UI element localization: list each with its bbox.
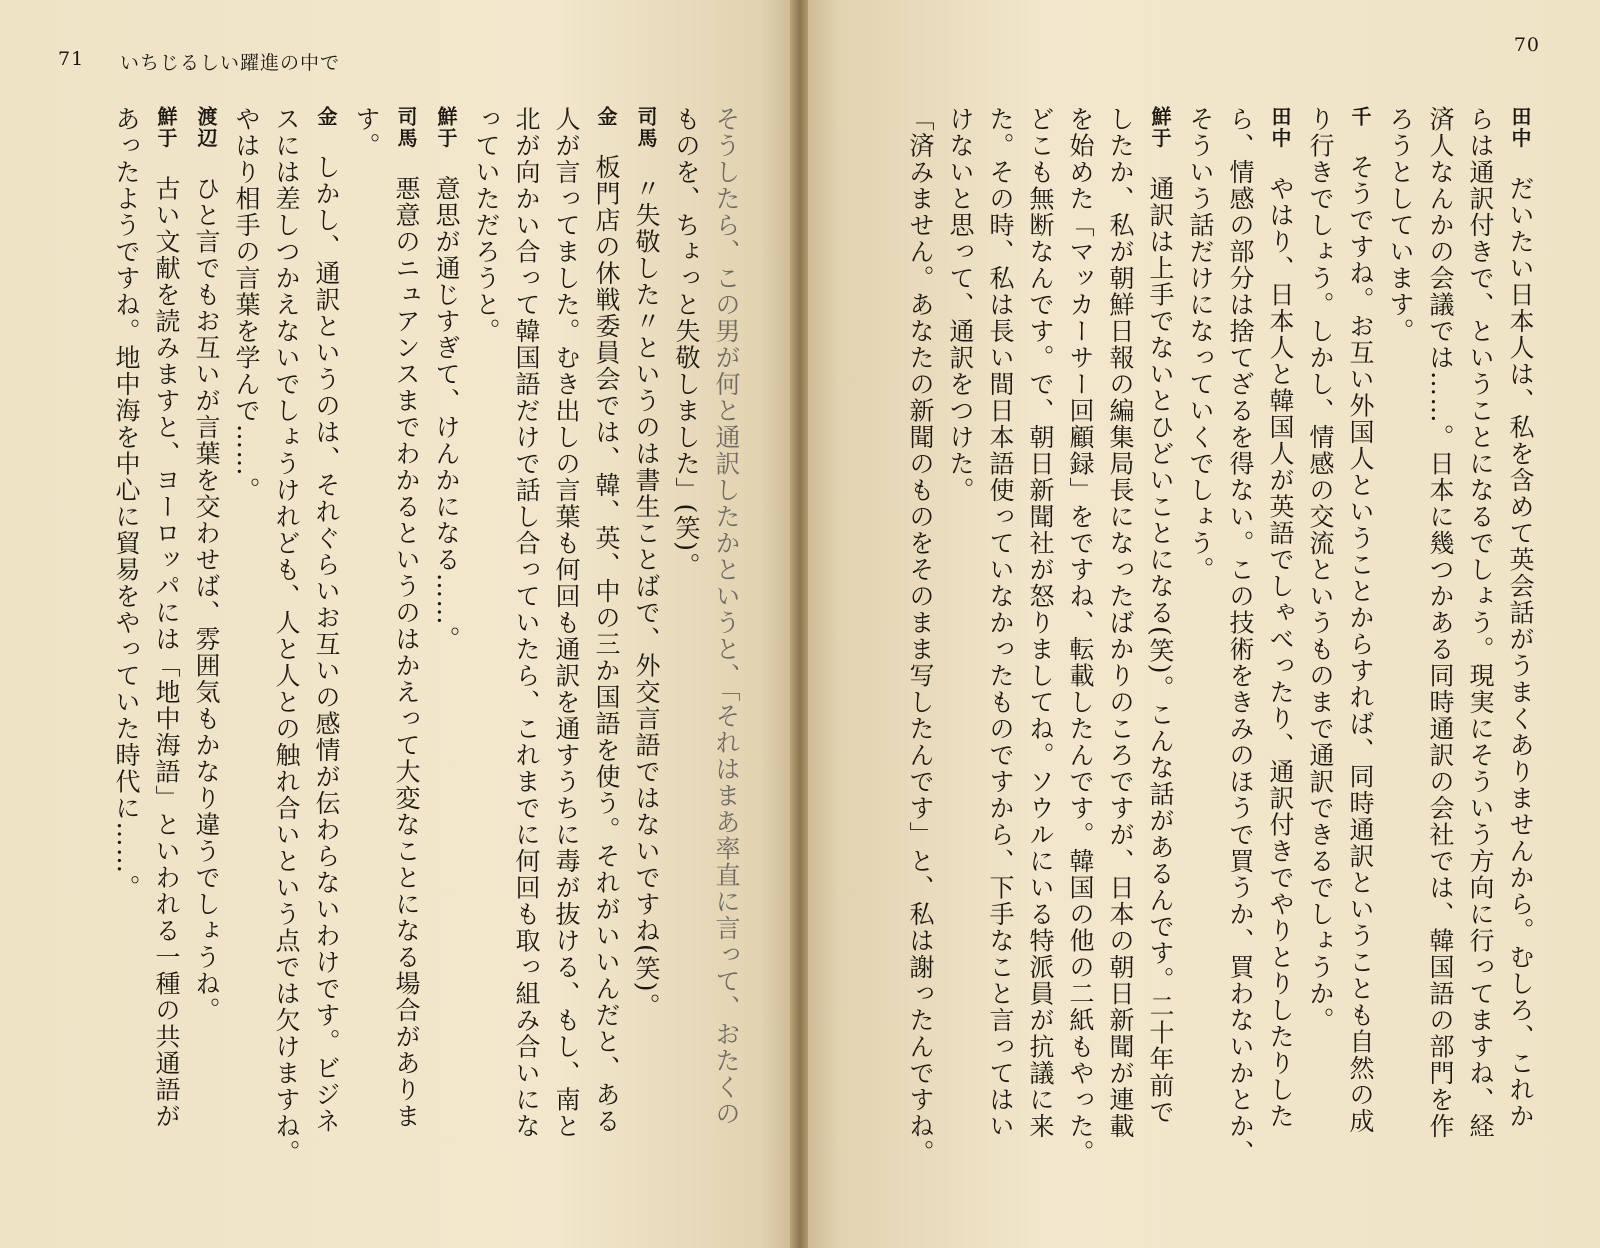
right-text-block — [800, 106, 1540, 1234]
text-line — [1500, 106, 1540, 1234]
line-text: 通訳は上手でないとひどいことになる(笑)。こんな話があるんです。二十年前で — [1146, 175, 1175, 1126]
line-text: やはり、日本人と韓国人が英語でしゃべったり、通訳付きでやりとりしたりした — [1266, 175, 1295, 1130]
line-text: らは通訳付きで、ということになるでしょう。現実にそういう方向に行ってますね、経 — [1466, 106, 1495, 1140]
text-line — [1420, 106, 1460, 1234]
line-text: 意思が通じすぎて、けんかになる……。 — [432, 175, 461, 653]
text-line — [1100, 106, 1140, 1234]
speaker-name: 田中 — [1508, 106, 1532, 149]
speaker-name: 渡辺 — [194, 106, 218, 149]
line-text: 古い文献を読みますと、ヨーロッパには「地中海語」といわれる一種の共通語が — [152, 175, 181, 1130]
speaker-name: 鮮于 — [154, 106, 178, 149]
line-text: 悪意のニュアンスまでわかるというのはかえって大変なことになる場合がありま — [392, 175, 421, 1130]
text-line — [346, 106, 386, 1234]
text-line — [1300, 106, 1340, 1234]
line-text: ひと言でもお互いが言葉を交わせば、雰囲気もかなり違うでしょうね。 — [192, 175, 221, 1024]
right-page-number: 70 — [1513, 34, 1540, 56]
text-line — [1260, 106, 1300, 1234]
speaker-name: 金 — [594, 106, 618, 128]
left-page — [0, 0, 792, 1248]
text-line — [666, 106, 706, 1234]
line-text: 人が言ってました。むき出しの言葉も何回も通訳を通すうちに毒が抜ける、もし、南と — [552, 106, 581, 1140]
text-line — [1460, 106, 1500, 1234]
speaker-name: 田中 — [1268, 106, 1292, 149]
text-line — [546, 106, 586, 1234]
line-text: スには差しつかえないでしょうけれども、人と人との触れ合いという点では欠けますね。 — [272, 106, 301, 1166]
line-text: だいたい日本人は、私を含めて英会話がうまくありませんから。むしろ、これか — [1506, 175, 1535, 1130]
line-text: 済人なんかの会議では……。日本に幾つかある同時通訳の会社では、韓国語の部門を作 — [1426, 106, 1455, 1140]
line-text: 〃失敬した〃というのは書生ことばで、外交言語ではないですね(笑)。 — [632, 175, 661, 1020]
text-line — [900, 106, 940, 1234]
line-text: た。その時、私は長い間日本語使っていなかったものですから、下手なこと言ってはい — [986, 106, 1015, 1140]
speaker-name: 金 — [314, 106, 338, 128]
speaker-name: 司馬 — [634, 106, 658, 149]
text-line — [506, 106, 546, 1234]
line-text: したか、私が朝鮮日報の編集局長になったばかりのころですが、日本の朝日新聞が連載 — [1106, 106, 1135, 1140]
text-line — [386, 106, 426, 1234]
line-text: やはり相手の言葉を学んで……。 — [232, 106, 261, 504]
text-line — [940, 106, 980, 1234]
text-line — [1140, 106, 1180, 1234]
text-line — [1380, 106, 1420, 1234]
speaker-name: 千 — [1348, 106, 1372, 128]
line-text: しかし、通訳というのは、それぐらいお互いの感情が伝わらないわけです。ビジネ — [312, 154, 341, 1135]
text-line — [266, 106, 306, 1234]
text-line — [306, 106, 346, 1234]
line-text: あったようですね。地中海を中心に貿易をやっていた時代に……。 — [112, 106, 141, 901]
line-text: ろうとしています。 — [1386, 106, 1415, 345]
line-text: 板門店の休戦委員会では、韓、英、中の三か国語を使う。それがいいんだと、ある — [592, 154, 621, 1135]
text-line — [226, 106, 266, 1234]
speaker-name: 鮮于 — [434, 106, 458, 149]
line-text: ものを、ちょっと失敬しました」(笑)。 — [672, 106, 701, 580]
line-text: そうですね。お互い外国人ということからすれば、同時通訳ということも自然の成 — [1346, 154, 1375, 1135]
text-line — [586, 106, 626, 1234]
line-text: 「済みません。あなたの新聞のものをそのまま写したんです」と、私は謝ったんですね。 — [906, 106, 935, 1166]
text-line — [146, 106, 186, 1234]
line-text: どこも無断なんです。で、朝日新聞社が怒りましてね。ソウルにいる特派員が抗議に来 — [1026, 106, 1055, 1140]
text-line — [1180, 106, 1220, 1234]
text-line — [1020, 106, 1060, 1234]
text-line — [626, 106, 666, 1234]
text-line — [1060, 106, 1100, 1234]
line-text: す。 — [352, 106, 381, 159]
line-text: を始めた「マッカーサー回顧録」をですね、転載したんです。韓国の他の二紙もやった。 — [1066, 106, 1095, 1166]
text-line — [426, 106, 466, 1234]
line-text: っていただろうと。 — [472, 106, 501, 345]
text-line — [466, 106, 506, 1234]
running-title: いちじるしい躍進の中で — [120, 52, 341, 74]
line-text: 北が向かい合って韓国語だけで話し合っていたら、これまでに何回も取っ組み合いにな — [512, 106, 541, 1140]
line-text: そういう話だけになっていくでしょう。 — [1186, 106, 1215, 583]
text-line — [1340, 106, 1380, 1234]
text-line — [106, 106, 146, 1234]
text-line — [1220, 106, 1260, 1234]
text-line — [706, 106, 746, 1234]
line-text: けないと思って、通訳をつけた。 — [946, 106, 975, 504]
text-line — [980, 106, 1020, 1234]
speaker-name: 司馬 — [394, 106, 418, 149]
text-line — [186, 106, 226, 1234]
line-text: ら、情感の部分は捨てざるを得ない。この技術をきみのほうで買うか、買わないかとか、 — [1226, 106, 1255, 1166]
left-page-number: 71 — [58, 48, 85, 70]
right-page — [808, 0, 1600, 1248]
left-text-block — [46, 106, 746, 1234]
line-text: そうしたら、この男が何と通訳したかというと、「それはまあ率直に言って、おたくの — [712, 106, 741, 1127]
speaker-name: 鮮于 — [1148, 106, 1172, 149]
line-text: り行きでしょう。しかし、情感の交流というものまで通訳できるでしょうか。 — [1306, 106, 1335, 1034]
